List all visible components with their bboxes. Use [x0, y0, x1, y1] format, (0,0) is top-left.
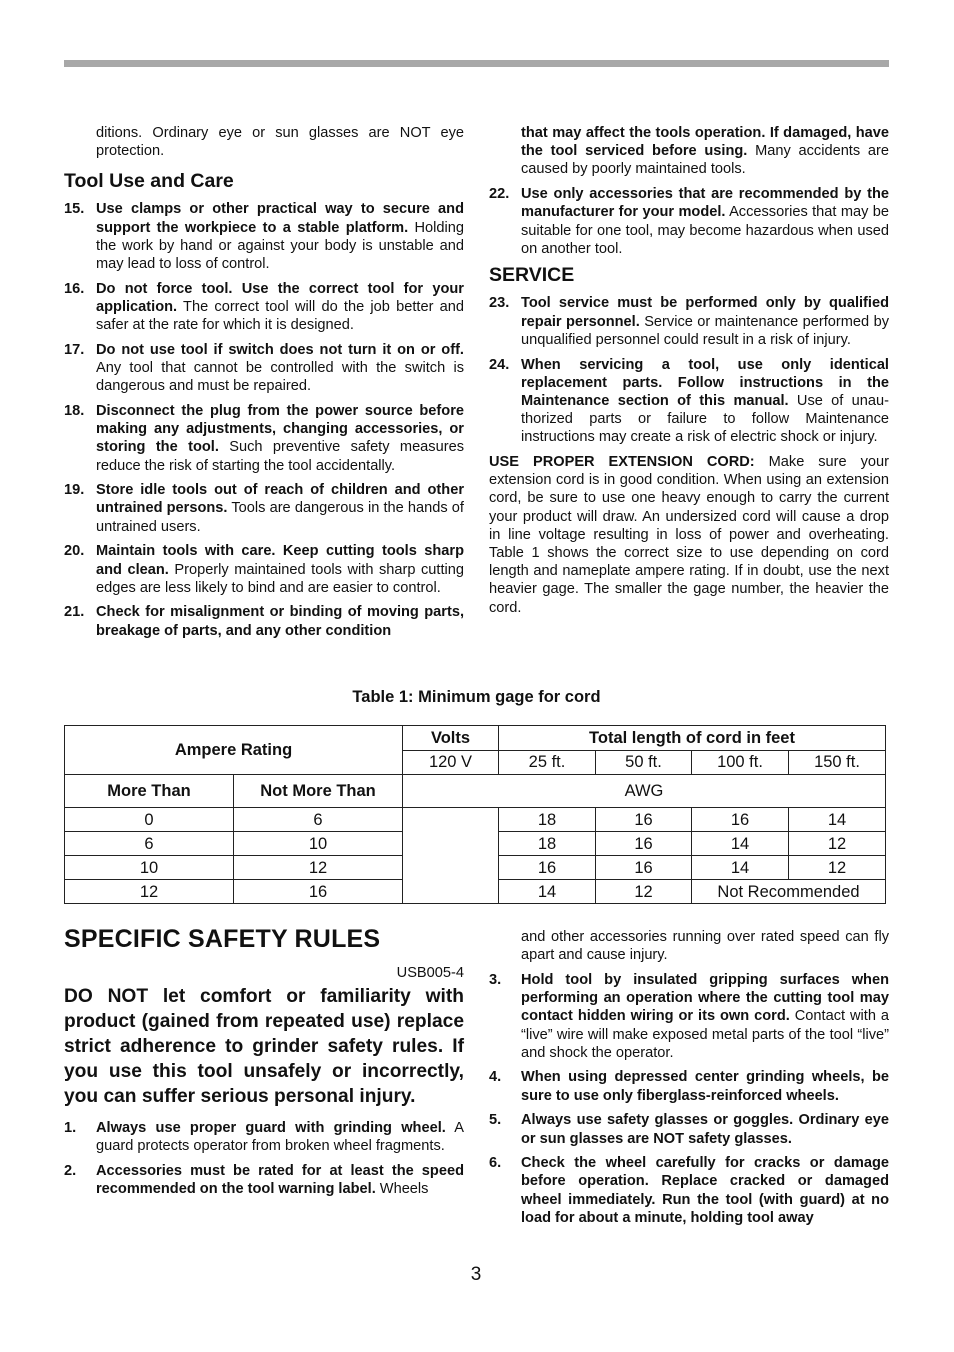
cell-gage: 12 — [789, 832, 886, 856]
blank-volts-cell — [403, 808, 499, 904]
item-text: Service or maintenance performed by unqualified personnel could result in a risk of injury. — [521, 313, 889, 348]
left-column-bottom — [64, 924, 464, 1205]
cell-gage: 16 — [596, 856, 692, 880]
item-number: 23. — [489, 295, 510, 312]
item-number: 1. — [64, 1120, 77, 1137]
specific-safety-title: SPECIFIC SAFETY RULES — [64, 925, 381, 953]
list-item — [64, 341, 464, 396]
item-bold: Tool service must be performed only by qualified repair personnel. — [521, 295, 889, 330]
list-item — [64, 1119, 464, 1155]
specific-rules-list-left — [64, 1119, 464, 1198]
more-than-header: More Than — [65, 775, 234, 808]
item-bold: Disconnect the plug from the power source before making any adjustments, changing accessories, or storing the tool. — [96, 402, 464, 456]
length-25: 25 ft. — [499, 750, 596, 775]
list-item — [64, 1162, 464, 1198]
list-item — [64, 603, 464, 639]
item-bold: Check the wheel carefully for cracks or damage before operation. Replace cracked or damaged wheel immediately. Run the tool (with guard) at no load for about a minute, holding tool away — [521, 1155, 889, 1226]
header-rule — [64, 60, 889, 67]
item-text: Wheels — [375, 1181, 429, 1198]
item-bold: Maintain tools with care. Keep cutting tools sharp and clean. — [96, 543, 464, 578]
cell-gage: 14 — [692, 856, 789, 880]
item-text: Holding the work by hand or against your body is unstable and may lead to loss of control. — [96, 219, 464, 273]
awg-header: AWG — [403, 775, 886, 808]
continuation-normal: Many accidents are caused by poorly maintained tools. — [521, 143, 889, 178]
volts-header: Volts — [403, 726, 499, 751]
left-column-top — [64, 124, 464, 646]
item-text: The correct tool will do the job better and safer at the rate for which it is designed. — [96, 298, 464, 334]
item-number: 17. — [64, 341, 85, 358]
item-number: 20. — [64, 543, 85, 560]
length-50: 50 ft. — [596, 750, 692, 775]
item-text: Use of unauthorized parts or failure to follow Maintenance instructions may create a risk of electric shock or injury. — [521, 392, 889, 446]
cell-not-more: 16 — [234, 880, 403, 904]
list-item — [489, 1068, 889, 1104]
cell-gage: 16 — [499, 856, 596, 880]
item-bold: When servicing a tool, use only identical replacement parts. Follow instructions in the Maintenance section of this manual. — [521, 356, 889, 409]
continuation-text-21 — [489, 124, 889, 179]
cell-gage: 16 — [692, 808, 789, 832]
item-bold: Use only accessories that are recommended by the manufacturer for your model. — [521, 186, 889, 221]
cell-not-recommended: Not Recommended — [692, 880, 886, 904]
item-number: 24. — [489, 356, 510, 373]
list-item — [489, 294, 889, 349]
cell-gage: 12 — [789, 856, 886, 880]
cell-gage: 18 — [499, 832, 596, 856]
item-number: 3. — [489, 971, 502, 988]
item-number: 19. — [64, 482, 85, 499]
item-bold: Use clamps or other practical way to secure and support the workpiece to a stable platform. — [96, 201, 464, 236]
tool-use-list — [64, 200, 464, 639]
gage-table — [64, 725, 886, 904]
item-text: A guard protects operator from broken wheel fragments. — [96, 1120, 465, 1155]
warning-paragraph: DO NOT let comfort or familiarity with product (gained from repeated use) replace strict adherence to grinder safety rules. If you use this tool unsafely or incorrectly, you can suffer serious personal injury. — [64, 986, 464, 1108]
table-caption: Table 1: Minimum gage for cord — [352, 688, 601, 706]
cell-not-more: 10 — [234, 832, 403, 856]
right-column-bottom — [489, 928, 889, 1234]
item-number: 21. — [64, 604, 85, 621]
item-number: 4. — [489, 1069, 502, 1086]
list-item — [64, 481, 464, 536]
item-number: 6. — [489, 1155, 502, 1172]
item-number: 15. — [64, 201, 85, 218]
cell-gage: 14 — [692, 832, 789, 856]
continuation-text-2: and other accessories running over rated speed can fly apart and cause injury. — [521, 929, 889, 964]
list-item — [489, 1154, 889, 1227]
item-number: 22. — [489, 186, 510, 203]
list-item — [489, 971, 889, 1062]
ampere-rating-header: Ampere Rating — [65, 726, 403, 775]
cell-gage: 16 — [596, 832, 692, 856]
cell-gage: 14 — [789, 808, 886, 832]
extension-text: Make sure your extension cord is in good condition. When using an extension cord, be sure to use one heavy enough to carry the current your product will draw. An undersized cord will cause a drop in line voltage resulting in loss of power and overheating. Table 1 shows the correct size to use depending on cord length and nameplate ampere rating. If in doubt, use the next heavier gage. The smaller the gage number, the heavier the cord. — [489, 454, 889, 616]
item-bold: Do not use tool if switch does not turn it on or off. — [96, 341, 464, 358]
cell-more: 6 — [65, 832, 234, 856]
item-bold: Do not force tool. Use the correct tool for your application. — [96, 280, 464, 315]
list-item — [64, 280, 464, 335]
item-bold: Always use proper guard with grinding wheel. — [96, 1120, 446, 1137]
section-heading-tool-use: Tool Use and Care — [64, 170, 234, 193]
item-text: Any tool that cannot be controlled with the switch is dangerous and must be repaired. — [96, 360, 464, 395]
item-number: 18. — [64, 402, 85, 419]
list-item — [64, 402, 464, 475]
cell-more: 12 — [65, 880, 234, 904]
cell-gage: 14 — [499, 880, 596, 904]
item-text: Tools are dangerous in the hands of untrained users. — [96, 500, 464, 535]
not-more-than-header: Not More Than — [234, 775, 403, 808]
item-text: Contact with a “live” wire will make exposed metal parts of the tool “live” and shock the operator. — [521, 1008, 889, 1061]
voltage-cell: 120 V — [403, 750, 499, 775]
item-number: 16. — [64, 280, 85, 297]
service-list — [489, 294, 889, 446]
table-row — [65, 808, 886, 832]
list-item — [489, 1111, 889, 1147]
item-bold: Hold tool by insulated gripping surfaces when performing an operation where the cutting tool may contact hidden wiring or its own cord. — [521, 971, 889, 1025]
specific-rules-list-right — [489, 971, 889, 1227]
item-text: Properly maintained tools with sharp cutting edges are less likely to bind and are easier to control. — [96, 561, 464, 596]
list-item — [64, 542, 464, 597]
cell-gage: 12 — [596, 880, 692, 904]
list-item — [489, 356, 889, 447]
item-text: Such preventive safety measures reduce the risk of starting the tool accidentally. — [96, 439, 464, 474]
length-100: 100 ft. — [692, 750, 789, 775]
list-item — [489, 185, 889, 258]
cell-not-more: 12 — [234, 856, 403, 880]
item-bold: Accessories must be rated for at least the speed recommended on the tool warning label. — [96, 1163, 464, 1198]
extension-cord-paragraph — [489, 453, 889, 617]
item-bold: When using depressed center grinding wheels, be sure to use only fiberglass-reinforced wheels. — [521, 1069, 889, 1104]
cell-more: 10 — [65, 856, 234, 880]
continuation-bold: that may affect the tools operation. If damaged, have the tool serviced before using. — [521, 125, 889, 160]
length-header: Total length of cord in feet — [499, 726, 886, 751]
cell-gage: 18 — [499, 808, 596, 832]
item-bold: Store idle tools out of reach of children and other untrained persons. — [96, 482, 464, 517]
list-item — [64, 200, 464, 273]
item-number: 2. — [64, 1163, 77, 1180]
item-number: 5. — [489, 1112, 502, 1129]
length-150: 150 ft. — [789, 750, 886, 775]
cell-gage: 16 — [596, 808, 692, 832]
cell-more: 0 — [65, 808, 234, 832]
extension-bold: USE PROPER EXTENSION CORD: — [489, 454, 755, 471]
item-bold: Check for misalignment or binding of moving parts, breakage of parts, and any other condition — [96, 604, 464, 639]
page-number: 3 — [470, 1264, 482, 1285]
document-code: USB005-4 — [396, 965, 464, 981]
section-heading-service: SERVICE — [489, 264, 575, 287]
right-column-top — [489, 124, 889, 617]
item-text: Accessories that may be suitable for one tool, may become hazardous when used on another tool. — [521, 204, 889, 257]
cell-not-more: 6 — [234, 808, 403, 832]
continuation-text: ditions. Ordinary eye or sun glasses are NOT eye protection. — [96, 125, 464, 160]
item-bold: Always use safety glasses or goggles. Ordinary eye or sun glasses are NOT safety glasses. — [521, 1112, 889, 1147]
